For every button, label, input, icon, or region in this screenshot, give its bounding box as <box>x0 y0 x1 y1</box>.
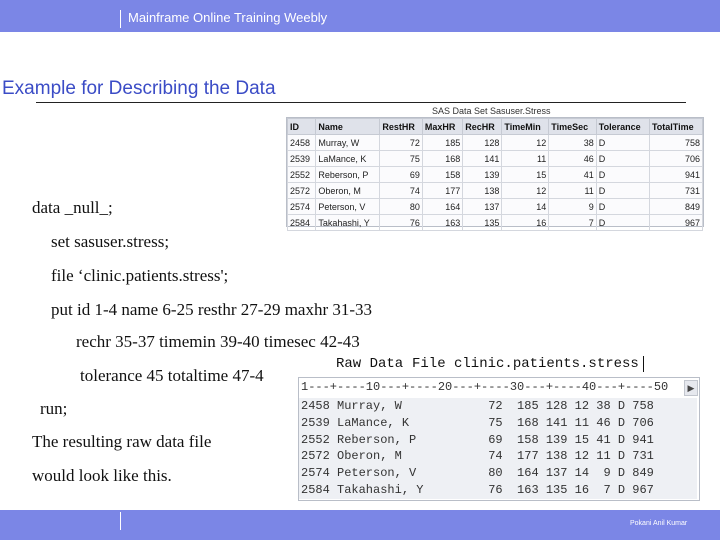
code-line-data-null: data _null_; <box>32 198 113 217</box>
raw-data-row: 2574 Peterson, V 80 164 137 14 9 D 849 <box>301 466 654 481</box>
top-bar <box>0 0 720 32</box>
table-cell: 2574 <box>288 199 316 215</box>
table-row <box>288 183 703 199</box>
title-underline <box>36 102 686 103</box>
table-cell: 163 <box>422 215 462 231</box>
header-title: Mainframe Online Training Weebly <box>128 10 328 25</box>
table-cell: 46 <box>549 151 597 167</box>
table-cell: 41 <box>549 167 597 183</box>
table-cell: 12 <box>502 183 549 199</box>
table-cell: 16 <box>502 215 549 231</box>
table-cell: 11 <box>502 151 549 167</box>
table-cell: 177 <box>422 183 462 199</box>
table-cell: 72 <box>380 135 423 151</box>
table-cell: 139 <box>463 167 502 183</box>
raw-data-row: 2572 Oberon, M 74 177 138 12 11 D 731 <box>301 449 654 464</box>
table-cell: Reberson, P <box>316 167 380 183</box>
table-cell: 9 <box>549 199 597 215</box>
column-ruler: 1---+----10---+----20---+----30---+----40---+----50 <box>301 380 669 394</box>
table-cell: 2584 <box>288 215 316 231</box>
table-cell: Takahashi, Y <box>316 215 380 231</box>
raw-data-row: 2584 Takahashi, Y 76 163 135 16 7 D 967 <box>301 482 654 497</box>
table-cell: 941 <box>649 167 702 183</box>
table-cell: 2458 <box>288 135 316 151</box>
table-cell: Peterson, V <box>316 199 380 215</box>
column-header: ID <box>288 119 316 135</box>
code-line-put: put id 1-4 name 6-25 resthr 27-29 maxhr 31-33 <box>51 300 373 319</box>
table-header-row <box>288 119 703 135</box>
table-cell: 758 <box>649 135 702 151</box>
table-row <box>288 167 703 183</box>
sas-table-caption: SAS Data Set Sasuser.Stress <box>432 106 551 116</box>
table-cell: 185 <box>422 135 462 151</box>
raw-data-header <box>298 352 698 374</box>
table-cell: D <box>596 199 649 215</box>
text-cursor <box>643 356 644 372</box>
table-cell: 11 <box>549 183 597 199</box>
table-cell: 168 <box>422 151 462 167</box>
header-divider <box>120 10 121 28</box>
column-header: TotalTime <box>649 119 702 135</box>
table-cell: 2552 <box>288 167 316 183</box>
table-cell: D <box>596 135 649 151</box>
footer-author: Pokani Anil Kumar <box>630 520 688 527</box>
table-cell: D <box>596 215 649 231</box>
table-cell: D <box>596 151 649 167</box>
table-cell: 135 <box>463 215 502 231</box>
table-cell: 164 <box>422 199 462 215</box>
table-cell: D <box>596 167 649 183</box>
code-line-tolerance: tolerance 45 totaltime 47-4 <box>80 366 264 385</box>
raw-data-viewer <box>298 377 700 501</box>
code-line-put-continued: rechr 35-37 timemin 39-40 timesec 42-43 <box>76 332 360 351</box>
table-row <box>288 199 703 215</box>
raw-data-row: 2458 Murray, W 72 185 128 12 38 D 758 <box>301 399 654 413</box>
table-row <box>288 215 703 231</box>
table-cell: 14 <box>502 199 549 215</box>
code-line-set: set sasuser.stress; <box>51 232 170 251</box>
table-cell: Murray, W <box>316 135 380 151</box>
raw-data-row: 2539 LaMance, K 75 168 141 11 46 D 706 <box>301 415 654 430</box>
table-cell: 141 <box>463 151 502 167</box>
raw-data-label: Raw Data <box>336 356 404 372</box>
table-cell: 731 <box>649 183 702 199</box>
footer-divider <box>120 512 121 530</box>
description-text-continued: would look like this. <box>32 466 172 485</box>
raw-data-rows <box>299 398 697 499</box>
column-header: Name <box>316 119 380 135</box>
table-cell: 137 <box>463 199 502 215</box>
table-cell: 2572 <box>288 183 316 199</box>
table-cell: Oberon, M <box>316 183 380 199</box>
table-cell: 76 <box>380 215 423 231</box>
code-line-file: file ‘clinic.patients.stress'; <box>51 266 229 285</box>
code-line-run: run; <box>40 399 68 418</box>
raw-data-file-label: File clinic.patients.stress <box>412 356 639 372</box>
table-cell: D <box>596 183 649 199</box>
table-cell: 2539 <box>288 151 316 167</box>
table-cell: 706 <box>649 151 702 167</box>
scroll-right-icon[interactable]: ▶ <box>684 380 698 396</box>
table-cell: 967 <box>649 215 702 231</box>
table-cell: 15 <box>502 167 549 183</box>
table-row <box>288 151 703 167</box>
table-cell: LaMance, K <box>316 151 380 167</box>
sas-data-table <box>286 117 704 227</box>
table-row <box>288 135 703 151</box>
table-cell: 80 <box>380 199 423 215</box>
description-text: The resulting raw data file <box>32 432 212 451</box>
bottom-bar <box>0 510 720 540</box>
column-header: RestHR <box>380 119 423 135</box>
column-header: TimeSec <box>549 119 597 135</box>
slide-title: Example for Describing the Data <box>2 78 276 99</box>
table-cell: 75 <box>380 151 423 167</box>
table-cell: 138 <box>463 183 502 199</box>
table-cell: 849 <box>649 199 702 215</box>
table-cell: 38 <box>549 135 597 151</box>
table-cell: 74 <box>380 183 423 199</box>
column-header: TimeMin <box>502 119 549 135</box>
table-cell: 158 <box>422 167 462 183</box>
raw-data-row: 2552 Reberson, P 69 158 139 15 41 D 941 <box>301 432 654 447</box>
column-header: MaxHR <box>422 119 462 135</box>
table-cell: 69 <box>380 167 423 183</box>
table-cell: 7 <box>549 215 597 231</box>
table-cell: 128 <box>463 135 502 151</box>
table-cell: 12 <box>502 135 549 151</box>
column-header: Tolerance <box>596 119 649 135</box>
column-header: RecHR <box>463 119 502 135</box>
